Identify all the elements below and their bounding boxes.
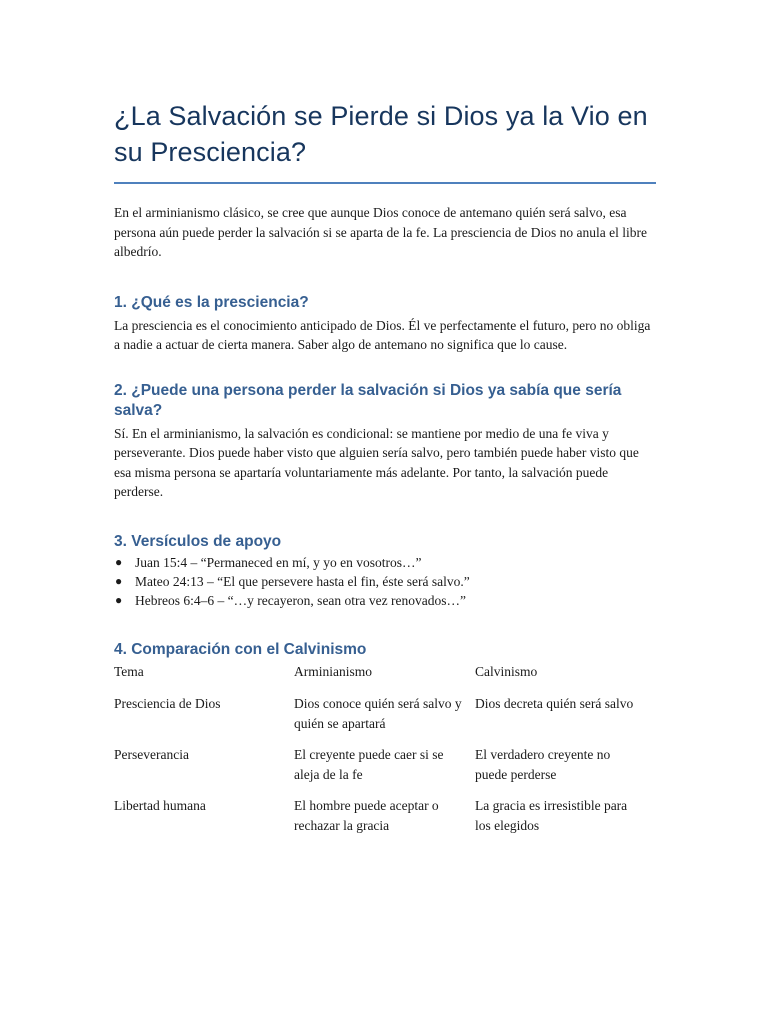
comparison-table [114,662,656,848]
verse-text: Hebreos 6:4–6 – “…y recayeron, sean otra vez renovados…” [135,592,466,608]
bullet-icon: ● [115,592,123,607]
document-page [114,0,656,847]
table-cell: Dios conoce quién será salvo y quién se apartará [294,696,462,731]
list-item [114,572,656,591]
table-cell: La gracia es irresistible para los elegidos [475,798,628,833]
page-title: ¿La Salvación se Pierde si Dios ya la Vio en su Presciencia? [114,101,648,167]
section-heading-presciencia: 1. ¿Qué es la presciencia? [114,293,309,311]
table-row [114,745,656,796]
table-row [114,694,656,745]
table-cell: Libertad humana [114,798,206,813]
table-cell: Perseverancia [114,747,189,762]
verse-text: Juan 15:4 – “Permaneced en mí, y yo en vosotros…” [135,554,422,570]
section-heading-versiculos: 3. Versículos de apoyo [114,532,282,550]
bullet-icon: ● [115,573,123,588]
title-underline [114,182,656,184]
column-header-tema: Tema [114,663,144,679]
section-body-perder-salvacion: Sí. En el arminianismo, la salvación es condicional: se mantiene por medio de una fe viva y perseverante. Dios puede haber visto que alguien sería salvo, pero también puede haber visto que esa misma persona se apartaría voluntariamente más adelante. Por tanto, la salvación puede perderse. [114,425,639,499]
list-item [114,553,656,572]
section-heading-comparacion: 4. Comparación con el Calvinismo [114,640,367,658]
table-cell: El verdadero creyente no puede perderse [475,747,611,782]
table-header-row [114,662,656,695]
column-header-calvinismo: Calvinismo [475,663,538,679]
section-body-presciencia: La presciencia es el conocimiento anticipado de Dios. Él ve perfectamente el futuro, pero no obliga a nadie a actuar de cierta manera. Saber algo de antemano no significa que lo cause. [114,317,651,352]
intro-paragraph: En el arminianismo clásico, se cree que aunque Dios conoce de antemano quién será salvo, esa persona aún puede perder la salvación si se aparta de la fe. La presciencia de Dios no anula el libre albedrío. [114,205,648,259]
bullet-icon: ● [115,554,123,569]
verses-list [114,553,656,610]
column-header-arminianismo: Arminianismo [294,663,372,679]
table-cell: El creyente puede caer si se aleja de la fe [294,747,444,782]
table-cell: Dios decreta quién será salvo [475,696,634,711]
table-row [114,796,656,847]
section-heading-perder-salvacion: 2. ¿Puede una persona perder la salvación si Dios ya sabía que sería salva? [114,381,622,419]
table-cell: Presciencia de Dios [114,696,221,711]
list-item [114,591,656,610]
table-cell: El hombre puede aceptar o rechazar la gracia [294,798,439,833]
verse-text: Mateo 24:13 – “El que persevere hasta el fin, éste será salvo.” [135,573,470,589]
